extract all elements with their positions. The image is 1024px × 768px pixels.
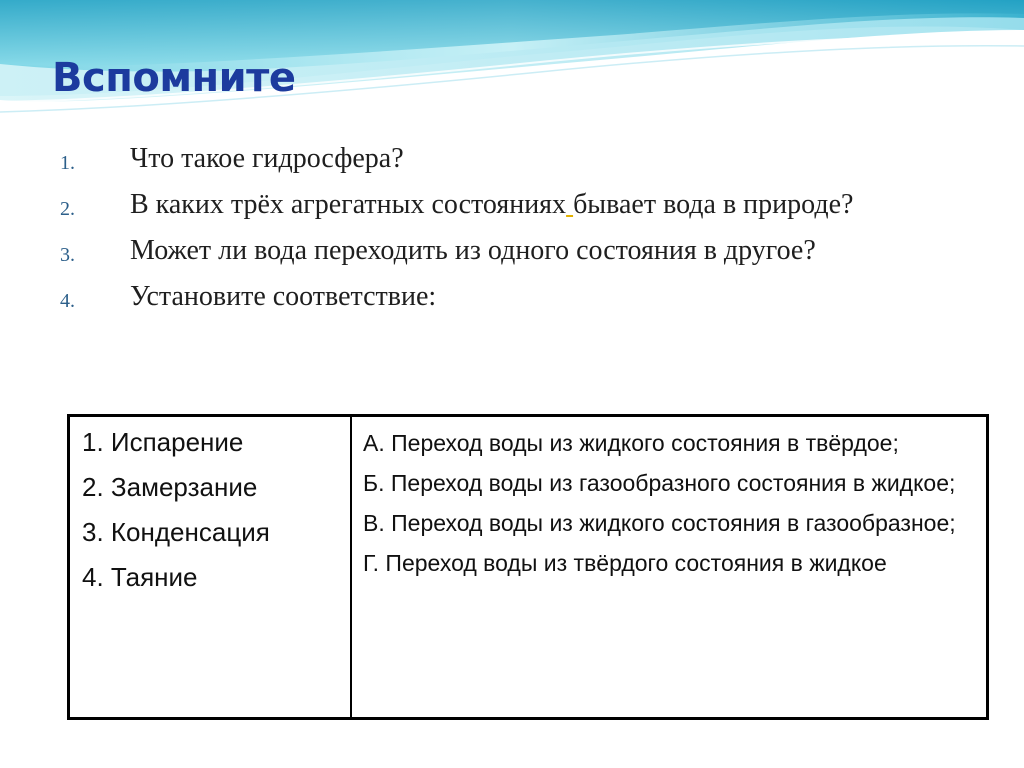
matching-table bbox=[67, 414, 989, 720]
question-list bbox=[60, 140, 960, 324]
question-2 bbox=[60, 186, 960, 224]
processes-column bbox=[70, 417, 352, 717]
question-number: 1. bbox=[60, 152, 75, 174]
process-evaporation: 1. Испарение bbox=[82, 427, 244, 457]
question-number: 4. bbox=[60, 290, 75, 312]
question-text: Установите соответствие: bbox=[130, 281, 437, 312]
definitions-column bbox=[352, 417, 986, 717]
question-text-start: В каких трёх агрегатных состояниях bbox=[130, 189, 567, 220]
question-text: Что такое гидросфера? bbox=[130, 143, 404, 174]
process-condensation: 3. Конденсация bbox=[82, 517, 270, 547]
definition-b: Б. Переход воды из газообразного состояния в жидкое; bbox=[363, 470, 956, 496]
question-number: 2. bbox=[60, 198, 75, 220]
process-freezing: 2. Замерзание bbox=[82, 472, 258, 502]
definition-v: В. Переход воды из жидкого состояния в газообразное; bbox=[363, 510, 956, 536]
definition-a: А. Переход воды из жидкого состояния в твёрдое; bbox=[363, 430, 899, 456]
question-text-end: бывает вода в природе? bbox=[573, 189, 854, 220]
question-1 bbox=[60, 140, 960, 178]
question-4 bbox=[60, 278, 960, 316]
slide-title: Вспомните bbox=[52, 55, 296, 101]
underline-mark bbox=[566, 189, 573, 220]
process-melting: 4. Таяние bbox=[82, 562, 198, 592]
definition-g: Г. Переход воды из твёрдого состояния в жидкое bbox=[363, 550, 887, 576]
question-3 bbox=[60, 232, 960, 270]
question-number: 3. bbox=[60, 244, 75, 266]
question-text: Может ли вода переходить из одного состояния в другое? bbox=[130, 235, 816, 266]
